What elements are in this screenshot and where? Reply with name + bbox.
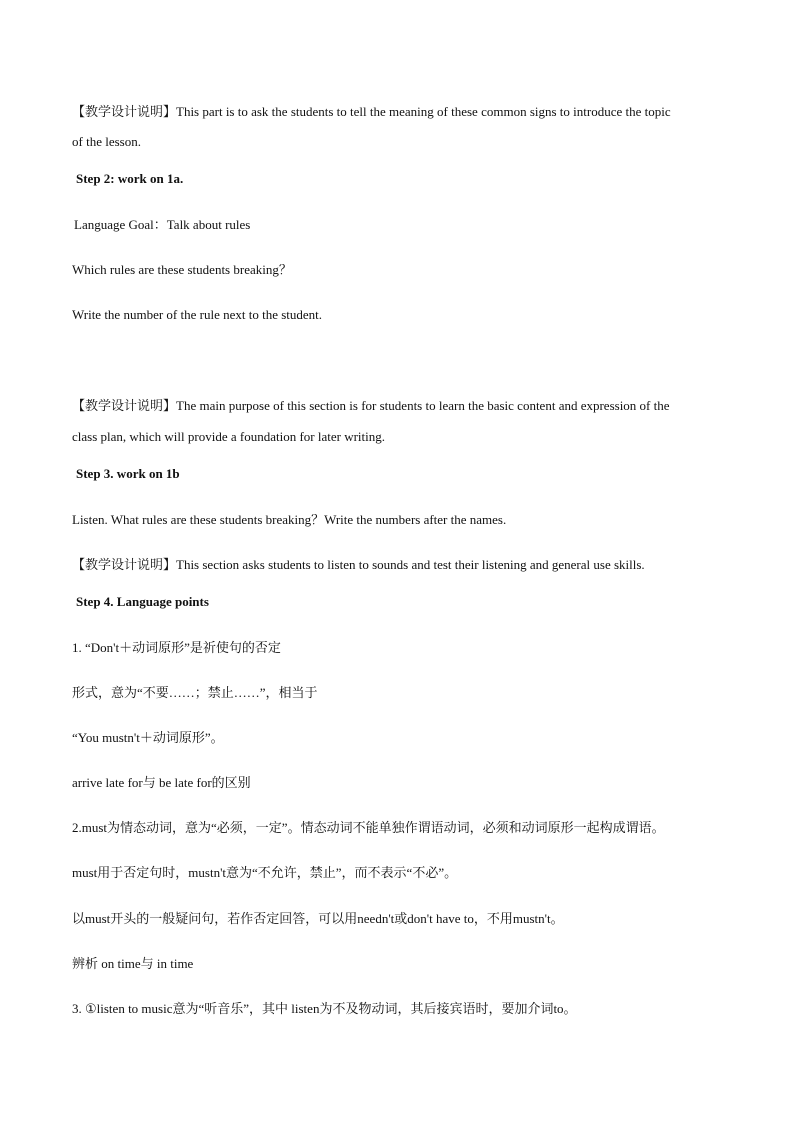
language-point-2-line-1: 2.must为情态动词，意为“必须，一定”。情态动词不能单独作谓语动词，必须和动词原形一起构成谓语。 [72,820,665,835]
listen-instruction: Listen. What rules are these students breaking？Write the numbers after the names. [72,512,507,527]
teaching-note-3: 【教学设计说明】This section asks students to listen to sounds and test their listening and general use skills. [72,557,645,572]
language-point-2-line-4: 辨析 on time与 in time [72,956,194,971]
teaching-note-2-line-2: class plan, which will provide a foundation for later writing. [72,429,386,444]
question-rules-breaking: Which rules are these students breaking？ [72,262,292,277]
step-2-heading: Step 2: work on 1a. [76,171,184,186]
language-point-1-line-2: 形式，意为“不要……；禁止……”，相当于 [72,685,318,700]
language-point-1-line-3: “You mustn't＋动词原形”。 [72,730,224,745]
language-point-3-line-1: 3. ①listen to music意为“听音乐”，其中 listen为不及物动词，其后接宾语时，要加介词to。 [72,1001,577,1016]
step-3-heading: Step 3. work on 1b [76,466,180,481]
teaching-note-1-line-1: 【教学设计说明】This part is to ask the students to tell the meaning of these common signs to introduce the topic [72,104,671,119]
teaching-note-1-line-2: of the lesson. [72,134,141,149]
instruction-write-number: Write the number of the rule next to the student. [72,307,323,322]
language-point-1-line-4: arrive late for与 be late for的区别 [72,775,251,790]
step-4-heading: Step 4. Language points [76,594,209,609]
language-point-2-line-3: 以must开头的一般疑问句，若作否定回答，可以用needn't或don't have to，不用mustn't。 [72,911,564,926]
teaching-note-2-line-1: 【教学设计说明】The main purpose of this section is for students to learn the basic content and expression of the [72,398,670,413]
language-point-2-line-2: must用于否定句时，mustn't意为“不允许，禁止”，而不表示“不必”。 [72,865,458,880]
language-goal: Language Goal：Talk about rules [74,217,251,232]
language-point-1-line-1: 1. “Don't＋动词原形”是祈使句的否定 [72,640,281,655]
